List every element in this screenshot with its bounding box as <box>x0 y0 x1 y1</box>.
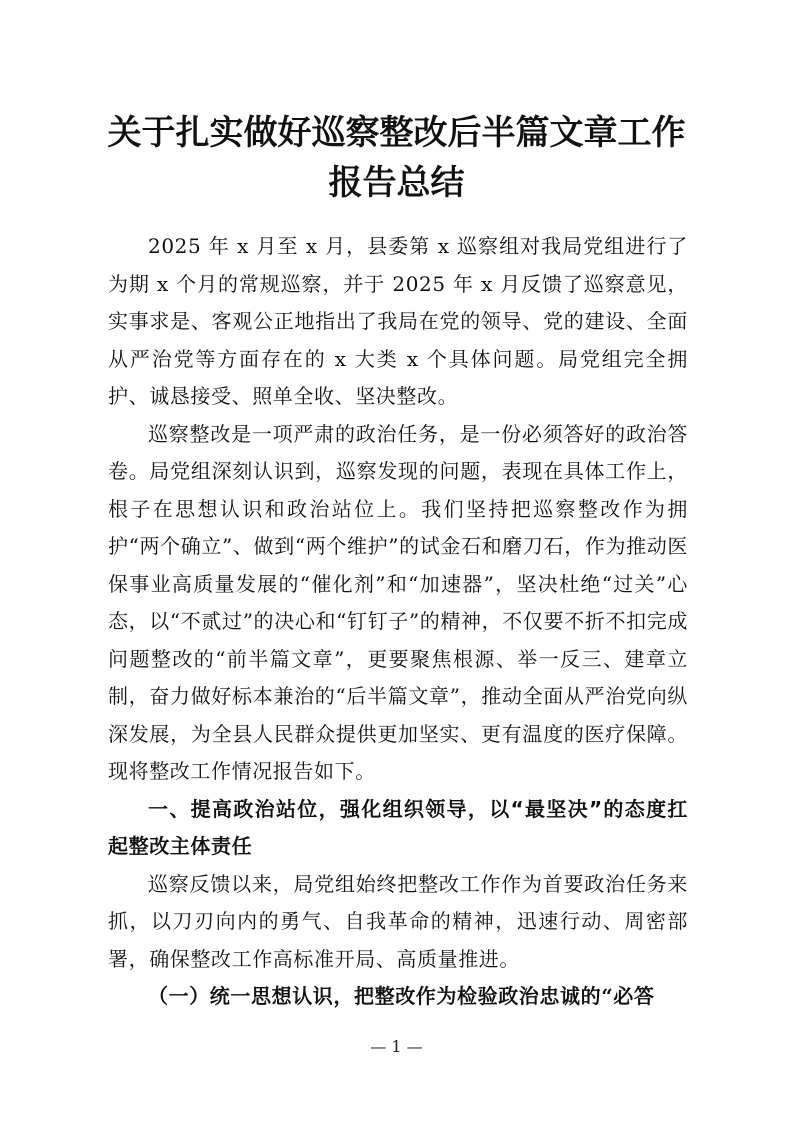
section-heading: 一、提高政治站位，强化组织领导，以“最坚决”的态度扛起整改主体责任 <box>108 796 688 858</box>
document-title: 关于扎实做好巡察整改后半篇文章工作报告总结 <box>107 113 686 203</box>
document-body <box>108 228 688 1016</box>
intro-paragraph: 2025 年 x 月至 x 月，县委第 x 巡察组对我局党组进行了为期 x 个月的常规巡察，并于 2025 年 x 月反馈了巡察意见，实事求是、客观公正地指出了我局在党的领导、党的建设、全面从严治党等方面存在的 x 大类 x 个具体问题。局党组完全拥护、诚恳接受、照单全收、坚决整改。 <box>108 234 688 408</box>
page-number: — 1 — <box>370 1037 423 1056</box>
section-paragraph: 巡察反馈以来，局党组始终把整改工作作为首要政治任务来抓，以刀刃向内的勇气、自我革命的精神，迅速行动、周密部署，确保整改工作高标准开局、高质量推进。 <box>108 871 688 971</box>
purpose-paragraph: 巡察整改是一项严肃的政治任务，是一份必须答好的政治答卷。局党组深刻认识到，巡察发现的问题，表现在具体工作上，根子在思想认识和政治站位上。我们坚持把巡察整改作为拥护“两个确立”、做到“两个维护”的试金石和磨刀石，作为推动医保事业高质量发展的“催化剂”和“加速器”，坚决杜绝“过关”心态，以“不贰过”的决心和“钉钉子”的精神，不仅要不折不扣完成问题整改的“前半篇文章”，更要聚焦根源、举一反三、建章立制，奋力做好标本兼治的“后半篇文章”，推动全面从严治党向纵深发展，为全县人民群众提供更加坚实、更有温度的医疗保障。现将整改工作情况报告如下。 <box>108 421 688 783</box>
subsection-heading: （一）统一思想认识，把整改作为检验政治忠诚的“必答 <box>148 984 655 1008</box>
